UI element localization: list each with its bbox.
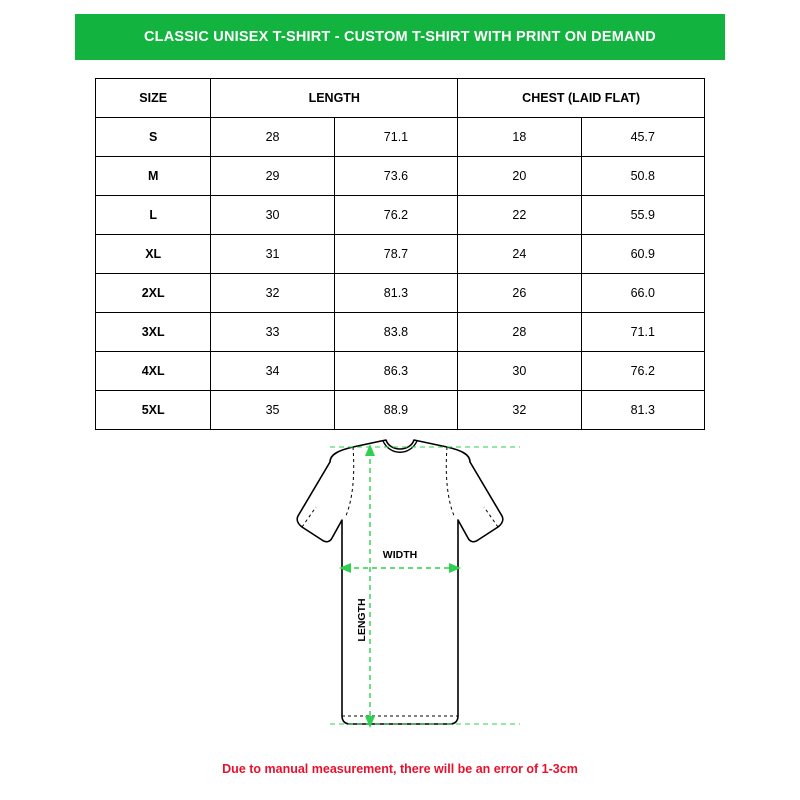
cell-chest-cm: 50.8 bbox=[581, 157, 704, 196]
table-row bbox=[96, 313, 705, 352]
column-header-length: LENGTH bbox=[211, 79, 458, 118]
column-header-size: SIZE bbox=[96, 79, 211, 118]
cell-chest-cm: 66.0 bbox=[581, 274, 704, 313]
cell-length-in: 31 bbox=[211, 235, 334, 274]
cell-chest-in: 24 bbox=[458, 235, 581, 274]
cell-length-in: 34 bbox=[211, 352, 334, 391]
cell-chest-in: 26 bbox=[458, 274, 581, 313]
tshirt-outline-icon bbox=[297, 440, 503, 724]
cell-chest-in: 32 bbox=[458, 391, 581, 430]
table-header bbox=[96, 79, 705, 118]
cell-length-cm: 78.7 bbox=[334, 235, 457, 274]
table-header-row bbox=[96, 79, 705, 118]
cell-length-cm: 81.3 bbox=[334, 274, 457, 313]
cell-size: L bbox=[96, 196, 211, 235]
cell-chest-in: 20 bbox=[458, 157, 581, 196]
tshirt-measurement-diagram bbox=[0, 420, 800, 750]
cell-chest-cm: 81.3 bbox=[581, 391, 704, 430]
cell-length-cm: 76.2 bbox=[334, 196, 457, 235]
size-table bbox=[95, 78, 705, 430]
header-banner bbox=[75, 14, 725, 60]
cell-chest-in: 30 bbox=[458, 352, 581, 391]
table-row bbox=[96, 157, 705, 196]
cell-chest-cm: 60.9 bbox=[581, 235, 704, 274]
cell-size: S bbox=[96, 118, 211, 157]
cell-size: XL bbox=[96, 235, 211, 274]
cell-length-in: 32 bbox=[211, 274, 334, 313]
cell-length-cm: 71.1 bbox=[334, 118, 457, 157]
cell-length-in: 35 bbox=[211, 391, 334, 430]
cell-chest-in: 18 bbox=[458, 118, 581, 157]
cell-length-cm: 88.9 bbox=[334, 391, 457, 430]
page-title: CLASSIC UNISEX T-SHIRT - CUSTOM T-SHIRT WITH PRINT ON DEMAND bbox=[144, 29, 656, 45]
cell-chest-in: 22 bbox=[458, 196, 581, 235]
cell-chest-cm: 71.1 bbox=[581, 313, 704, 352]
cell-length-cm: 83.8 bbox=[334, 313, 457, 352]
length-label: LENGTH bbox=[356, 598, 368, 642]
width-label: WIDTH bbox=[382, 549, 418, 561]
cell-chest-in: 28 bbox=[458, 313, 581, 352]
cell-chest-cm: 55.9 bbox=[581, 196, 704, 235]
cell-size: 4XL bbox=[96, 352, 211, 391]
cell-length-in: 33 bbox=[211, 313, 334, 352]
column-header-chest: CHEST (LAID FLAT) bbox=[458, 79, 705, 118]
cell-size: 5XL bbox=[96, 391, 211, 430]
tshirt-svg bbox=[190, 420, 610, 750]
table-body bbox=[96, 118, 705, 430]
cell-chest-cm: 76.2 bbox=[581, 352, 704, 391]
cell-size: 2XL bbox=[96, 274, 211, 313]
cell-length-cm: 73.6 bbox=[334, 157, 457, 196]
table-row bbox=[96, 352, 705, 391]
cell-length-cm: 86.3 bbox=[334, 352, 457, 391]
cell-size: 3XL bbox=[96, 313, 211, 352]
table-row bbox=[96, 274, 705, 313]
table-row bbox=[96, 235, 705, 274]
cell-length-in: 28 bbox=[211, 118, 334, 157]
size-table-wrapper bbox=[95, 78, 705, 430]
cell-size: M bbox=[96, 157, 211, 196]
table-row bbox=[96, 118, 705, 157]
cell-length-in: 29 bbox=[211, 157, 334, 196]
cell-chest-cm: 45.7 bbox=[581, 118, 704, 157]
measurement-note: Due to manual measurement, there will be an error of 1-3cm bbox=[222, 762, 578, 776]
table-row bbox=[96, 196, 705, 235]
cell-length-in: 30 bbox=[211, 196, 334, 235]
